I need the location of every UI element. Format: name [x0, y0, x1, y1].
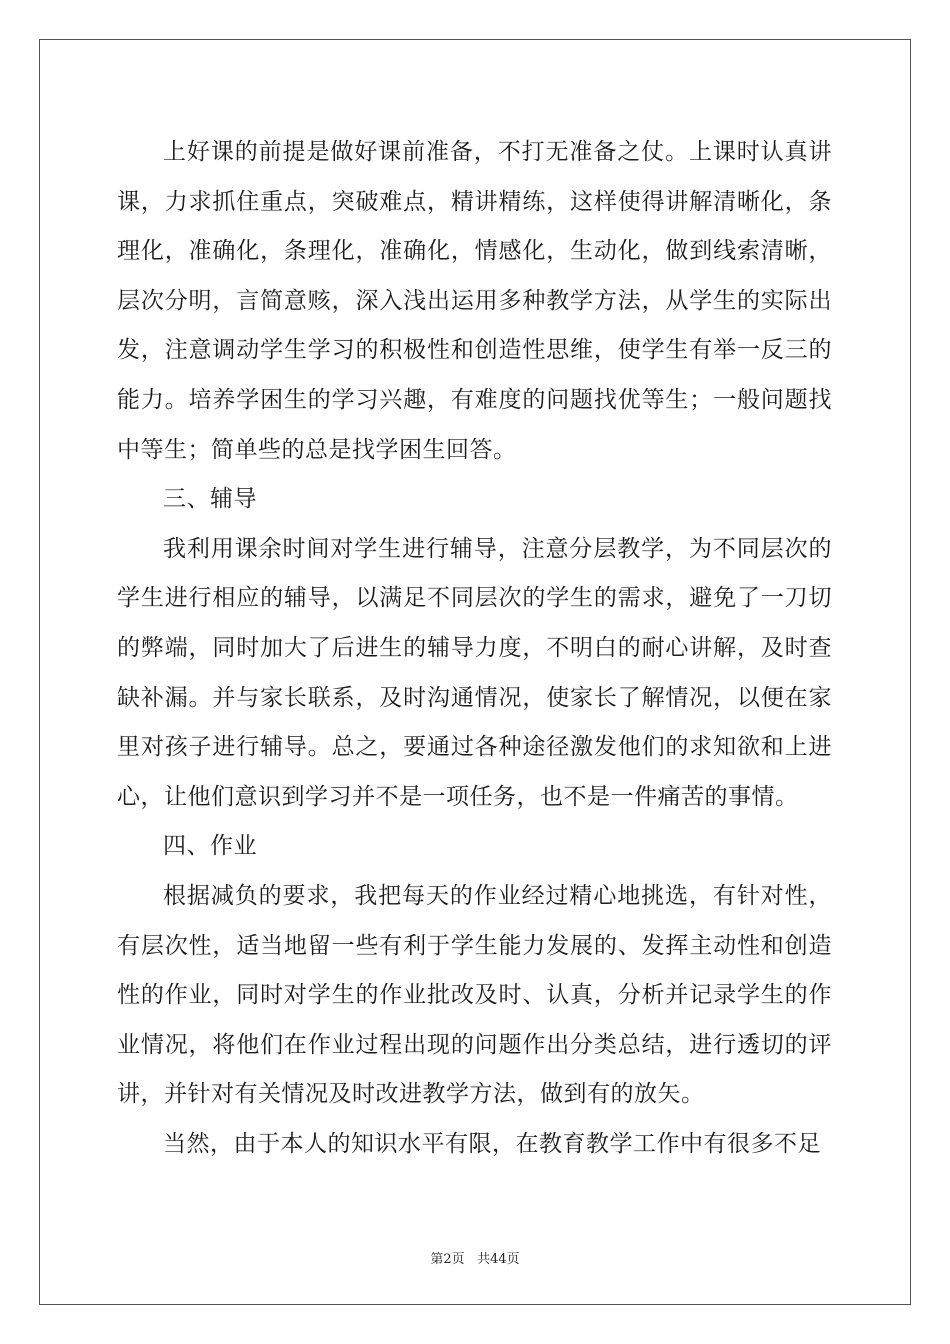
paragraph-tutoring: 我利用课余时间对学生进行辅导，注意分层教学，为不同层次的学生进行相应的辅导，以满足不同层次的学生的需求，避免了一刀切的弊端，同时加大了后进生的辅导力度，不明白的耐心讲解，及时查缺补漏。并与家长联系，及时沟通情况，使家长了解情况，以便在家里对孩子进行辅导。总之，要通过各种途径激发他们的求知欲和上进心，让他们意识到学习并不是一项任务，也不是一件痛苦的事情。: [117, 535, 832, 810]
page-total: 共44页: [477, 1252, 520, 1267]
page-footer: [0, 1248, 950, 1267]
footer-spacer: [465, 1252, 477, 1267]
section-heading-tutoring: 三、辅导: [163, 486, 257, 513]
section-heading-homework: 四、作业: [163, 833, 257, 860]
paragraph-preparation: 上好课的前提是做好课前准备，不打无准备之仗。上课时认真讲课，力求抓住重点，突破难点，精讲精练，这样使得讲解清晰化，条理化，准确化，条理化，准确化，情感化，生动化，做到线索清晰，层次分明，言简意赅，深入浅出运用多种教学方法，从学生的实际出发，注意调动学生学习的积极性和创造性思维，使学生有举一反三的能力。培养学困生的学习兴趣，有难度的问题找优等生；一般问题找中等生；简单些的总是找学困生回答。: [117, 139, 832, 463]
document-body: [117, 128, 832, 1169]
paragraph-conclusion: 当然，由于本人的知识水平有限，在教育教学工作中有很多不足: [163, 1130, 821, 1157]
page-number: 第2页: [430, 1252, 465, 1267]
paragraph-homework: 根据减负的要求，我把每天的作业经过精心地挑选，有针对性，有层次性，适当地留一些有利于学生能力发展的、发挥主动性和创造性的作业，同时对学生的作业批改及时、认真，分析并记录学生的作业情况，将他们在作业过程出现的问题作出分类总结，进行透切的评讲，并针对有关情况及时改进教学方法，做到有的放矢。: [117, 882, 832, 1108]
